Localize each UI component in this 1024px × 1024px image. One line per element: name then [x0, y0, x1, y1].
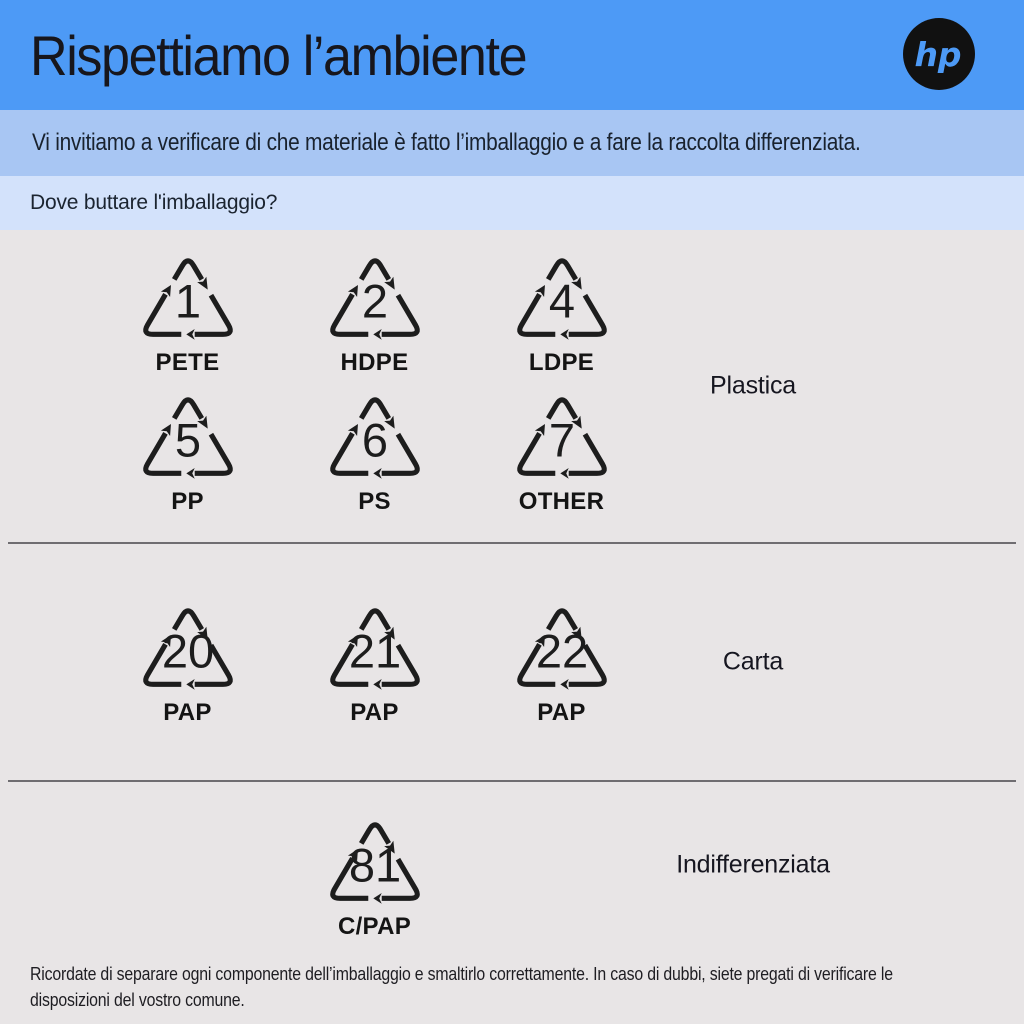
footer-line-2: disposizioni del vostro comune. [30, 990, 245, 1010]
symbol-label: HDPE [340, 349, 409, 376]
svg-text:81: 81 [348, 838, 401, 892]
symbol-label: PP [171, 488, 204, 515]
footer-note [30, 961, 905, 1013]
symbol-81-cpap [281, 812, 468, 939]
recycling-triangle-icon [132, 248, 244, 349]
recycling-codes-panel [0, 230, 1024, 1013]
recycling-triangle-icon [506, 387, 618, 488]
symbol-label: PAP [163, 699, 212, 726]
section-plastica [0, 230, 1024, 542]
symbol-label: LDPE [528, 349, 595, 376]
symbol-row [0, 387, 1024, 514]
recycling-triangle-icon [319, 387, 431, 488]
svg-text:7: 7 [548, 413, 575, 467]
symbol-2-hdpe [281, 248, 468, 375]
section-label-carta: Carta [722, 647, 784, 676]
svg-text:6: 6 [361, 413, 388, 467]
symbol-label: PETE [155, 349, 220, 376]
recycling-triangle-icon [319, 812, 431, 913]
svg-text:4: 4 [548, 274, 575, 328]
recycling-triangle-icon [319, 598, 431, 699]
footer-line-1: Ricordate di separare ogni componente dell’imballaggio e smaltirlo correttamente. In caso di dubbi, siete pregati di verificare le [30, 964, 893, 984]
symbol-7-other [468, 387, 655, 514]
symbol-label: PS [358, 488, 391, 515]
svg-text:1: 1 [174, 274, 201, 328]
section-indifferenziata [0, 782, 1024, 947]
symbol-label: PAP [537, 699, 586, 726]
page-title: Rispettiamo l’ambiente [30, 23, 527, 87]
symbol-row [0, 248, 1024, 375]
symbol-4-ldpe [468, 248, 655, 375]
recycling-triangle-icon [319, 248, 431, 349]
recycling-triangle-icon [132, 387, 244, 488]
symbol-row [0, 812, 1024, 939]
subtitle-banner [0, 110, 1024, 176]
subtitle-text: Vi invitiamo a verificare di che materiale è fatto l’imballaggio e a fare la raccolta differenziata. [32, 129, 861, 156]
symbol-5-pp [94, 387, 281, 514]
svg-text:5: 5 [174, 413, 201, 467]
question-text: Dove buttare l'imballaggio? [30, 191, 278, 214]
svg-text:21: 21 [348, 624, 401, 678]
hp-logo-icon [902, 17, 976, 96]
svg-text:20: 20 [161, 624, 214, 678]
symbol-6-ps [281, 387, 468, 514]
recycling-triangle-icon [506, 598, 618, 699]
section-carta [0, 544, 1024, 780]
recycling-triangle-icon [506, 248, 618, 349]
symbol-label: PAP [350, 699, 399, 726]
svg-text:2: 2 [361, 274, 388, 328]
symbol-1-pete [94, 248, 281, 375]
hp-logo-letters: hp [914, 34, 962, 74]
symbol-20-pap [94, 598, 281, 725]
symbol-22-pap [468, 598, 655, 725]
svg-text:22: 22 [535, 624, 588, 678]
section-label-plastica: Plastica [710, 371, 796, 400]
recycling-triangle-icon [132, 598, 244, 699]
symbol-row [0, 598, 1024, 725]
symbol-21-pap [281, 598, 468, 725]
symbol-label: OTHER [518, 488, 605, 515]
section-label-indifferenziata: Indifferenziata [676, 850, 830, 878]
symbol-label: C/PAP [337, 913, 412, 940]
header-banner [0, 0, 1024, 110]
question-banner [0, 176, 1024, 230]
